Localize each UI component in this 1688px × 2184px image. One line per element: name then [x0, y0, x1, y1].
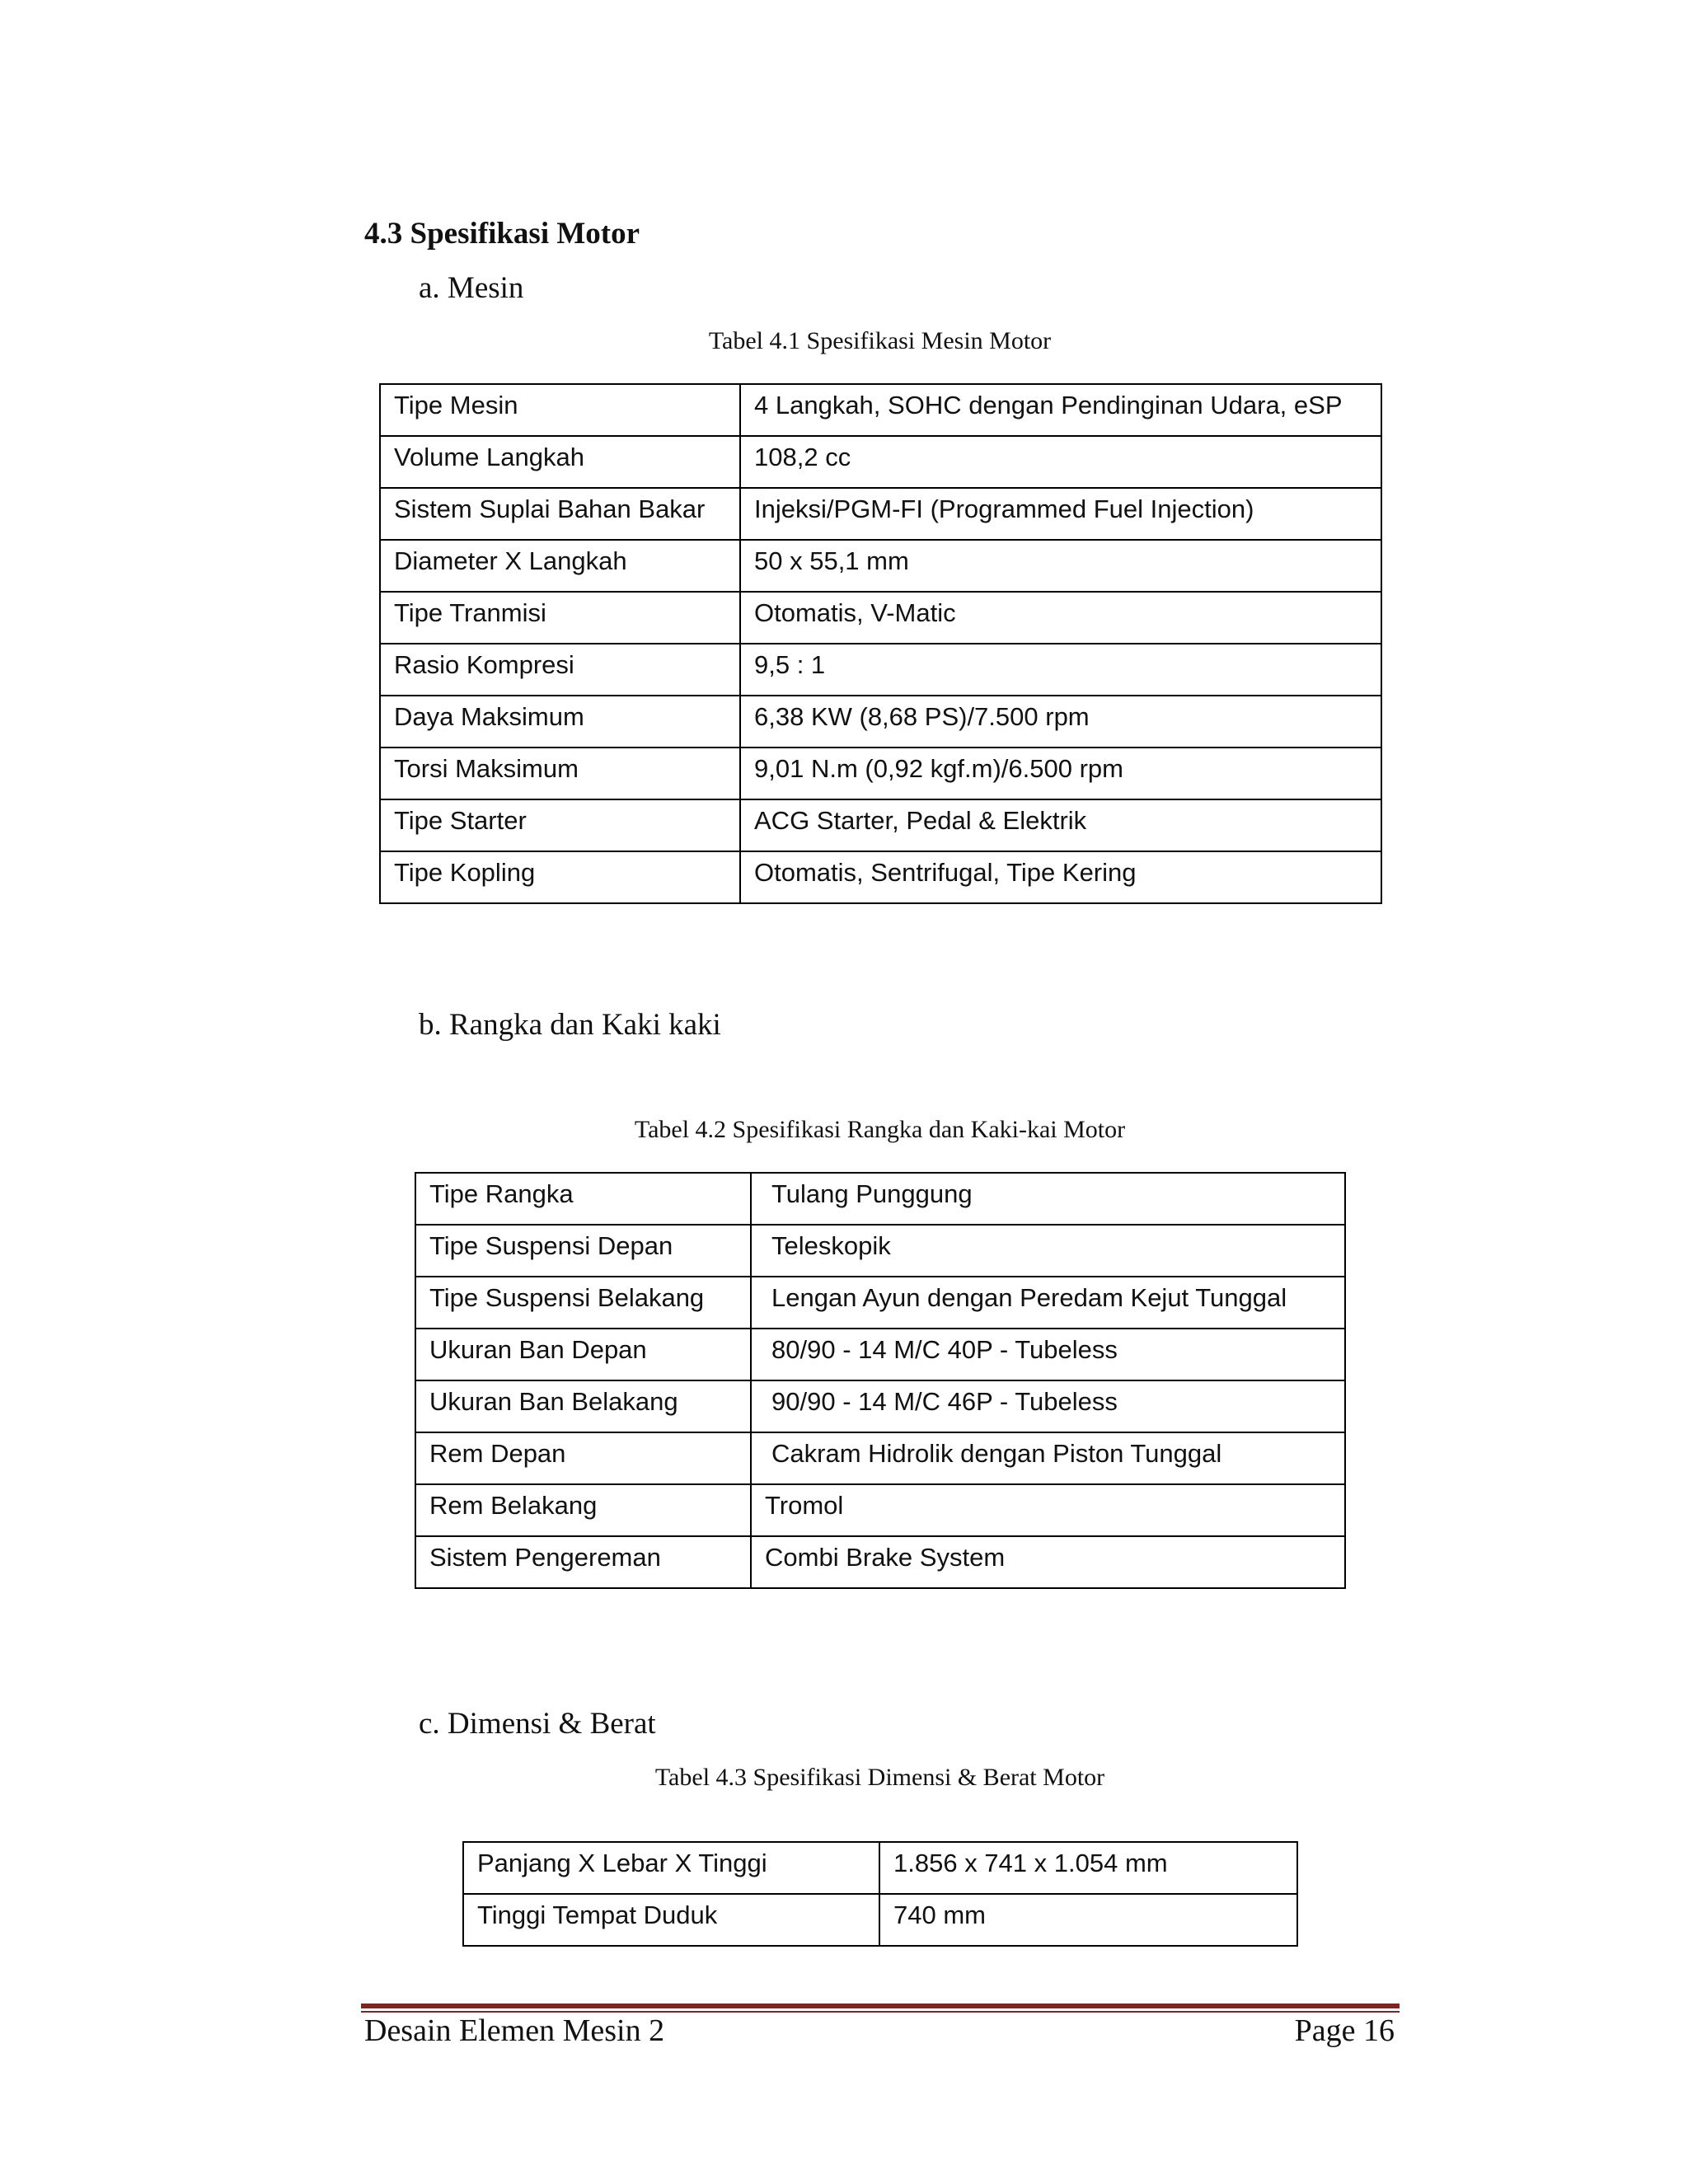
table-row [380, 851, 1381, 903]
spec-label: Ukuran Ban Belakang [415, 1380, 751, 1432]
footer-rule-thick [361, 2004, 1400, 2008]
table-row [415, 1536, 1345, 1588]
spec-value: Tulang Punggung [751, 1173, 1345, 1225]
spec-label: Tipe Rangka [415, 1173, 751, 1225]
spec-label: Tinggi Tempat Duduk [463, 1894, 879, 1946]
dimensi-table-caption: Tabel 4.3 Spesifikasi Dimensi & Berat Motor [654, 1764, 1105, 1791]
table-row [415, 1277, 1345, 1329]
spec-label: Tipe Mesin [380, 384, 740, 436]
spec-value: Lengan Ayun dengan Peredam Kejut Tunggal [751, 1277, 1345, 1329]
spec-label: Rasio Kompresi [380, 644, 740, 696]
spec-label: Rem Belakang [415, 1484, 751, 1536]
spec-value: Teleskopik [751, 1225, 1345, 1277]
spec-label: Ukuran Ban Depan [415, 1329, 751, 1380]
rangka-heading: b. Rangka dan Kaki kaki [419, 1008, 721, 1042]
table-row [463, 1842, 1297, 1894]
footer-document-title: Desain Elemen Mesin 2 [364, 2013, 665, 2048]
table-row [380, 696, 1381, 748]
spec-value: 6,38 KW (8,68 PS)/7.500 rpm [740, 696, 1381, 748]
spec-value: 9,01 N.m (0,92 kgf.m)/6.500 rpm [740, 748, 1381, 799]
spec-value: Combi Brake System [751, 1536, 1345, 1588]
mesin-table-caption: Tabel 4.1 Spesifikasi Mesin Motor [708, 327, 1052, 354]
spec-value: 80/90 - 14 M/C 40P - Tubeless [751, 1329, 1345, 1380]
spec-label: Tipe Starter [380, 799, 740, 851]
spec-value: 108,2 cc [740, 436, 1381, 488]
spec-label: Tipe Tranmisi [380, 592, 740, 644]
table-row [380, 592, 1381, 644]
rangka-spec-table [415, 1172, 1346, 1589]
table-row [380, 748, 1381, 799]
table-row [380, 799, 1381, 851]
spec-value: 50 x 55,1 mm [740, 540, 1381, 592]
spec-label: Daya Maksimum [380, 696, 740, 748]
spec-label: Torsi Maksimum [380, 748, 740, 799]
spec-value: Cakram Hidrolik dengan Piston Tunggal [751, 1432, 1345, 1484]
dimensi-heading: c. Dimensi & Berat [419, 1707, 656, 1741]
spec-label: Rem Depan [415, 1432, 751, 1484]
table-row [463, 1894, 1297, 1946]
table-row [415, 1173, 1345, 1225]
table-row [380, 540, 1381, 592]
spec-value: ACG Starter, Pedal & Elektrik [740, 799, 1381, 851]
mesin-spec-table [379, 383, 1382, 904]
table-row [415, 1225, 1345, 1277]
spec-label: Panjang X Lebar X Tinggi [463, 1842, 879, 1894]
footer-page-number: Page 16 [1294, 2013, 1395, 2048]
spec-label: Tipe Suspensi Belakang [415, 1277, 751, 1329]
spec-value: 740 mm [879, 1894, 1297, 1946]
table-row [380, 436, 1381, 488]
table-row [380, 644, 1381, 696]
spec-value: Injeksi/PGM-FI (Programmed Fuel Injection) [740, 488, 1381, 540]
spec-label: Volume Langkah [380, 436, 740, 488]
section-title: 4.3 Spesifikasi Motor [364, 217, 640, 251]
table-row [380, 488, 1381, 540]
table-row [380, 384, 1381, 436]
spec-value: 9,5 : 1 [740, 644, 1381, 696]
spec-value: 1.856 x 741 x 1.054 mm [879, 1842, 1297, 1894]
dimensi-spec-table [462, 1841, 1298, 1947]
spec-label: Tipe Kopling [380, 851, 740, 903]
spec-value: 4 Langkah, SOHC dengan Pendinginan Udara, eSP [740, 384, 1381, 436]
spec-value: 90/90 - 14 M/C 46P - Tubeless [751, 1380, 1345, 1432]
table-row [415, 1380, 1345, 1432]
spec-label: Tipe Suspensi Depan [415, 1225, 751, 1277]
mesin-heading: a. Mesin [419, 271, 524, 305]
spec-label: Sistem Suplai Bahan Bakar [380, 488, 740, 540]
rangka-table-caption: Tabel 4.2 Spesifikasi Rangka dan Kaki-kai Motor [634, 1116, 1126, 1143]
spec-value: Otomatis, Sentrifugal, Tipe Kering [740, 851, 1381, 903]
table-row [415, 1484, 1345, 1536]
spec-label: Sistem Pengereman [415, 1536, 751, 1588]
spec-value: Otomatis, V-Matic [740, 592, 1381, 644]
spec-value: Tromol [751, 1484, 1345, 1536]
table-row [415, 1329, 1345, 1380]
table-row [415, 1432, 1345, 1484]
spec-label: Diameter X Langkah [380, 540, 740, 592]
